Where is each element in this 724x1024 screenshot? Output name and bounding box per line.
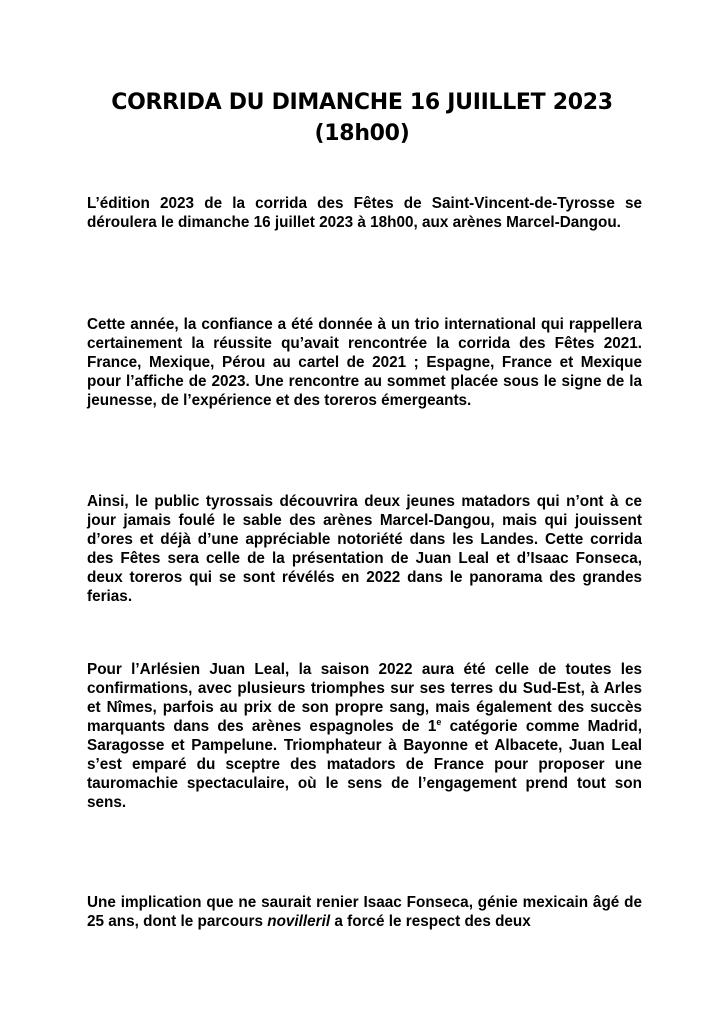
italic-term: novilleril xyxy=(267,913,331,930)
paragraph-5 xyxy=(87,893,642,931)
document-title xyxy=(0,87,724,149)
paragraph-3: Ainsi, le public tyrossais découvrira deux jeunes matadors qui n’ont à ce jour jamais foulé le sable des arènes Marcel-Dangou, mais qui jouissent d’ores et déjà d’une appréciable notoriété dans les Landes. Cette corrida des Fêtes sera celle de la présentation de Juan Leal et d’Isaac Fonseca, deux toreros qui se sont révélés en 2022 dans le panorama des grandes ferias. xyxy=(87,493,642,605)
paragraph-4 xyxy=(87,660,642,812)
paragraph-4-text-a: Pour l’Arlésien Juan Leal, la saison 2022 aura été celle de toutes les confirmations, avec plusieurs triomphes sur ses terres du Sud-Est, à Arles et Nîmes, parfois au prix de son propre sang, mais également des succès marquants dans des arènes espagnoles de 1 xyxy=(87,661,642,735)
paragraph-2: Cette année, la confiance a été donnée à un trio international qui rappellera certainement la réussite qu’avait rencontrée la corrida des Fêtes 2021. France, Mexique, Pérou au cartel de 2021 ; Espagne, France et Mexique pour l’affiche de 2023. Une rencontre au sommet placée sous le signe de la jeunesse, de l’expérience et des toreros émergeants. xyxy=(87,316,642,409)
title-line-1: CORRIDA DU DIMANCHE 16 JUIILLET 2023 xyxy=(111,90,613,115)
title-line-2: (18h00) xyxy=(314,121,410,146)
paragraph-4-text-b: catégorie comme Madrid, Saragosse et Pampelune. Triomphateur à Bayonne et Albacete, Juan Leal s’est emparé du sceptre des matadors de France pour proposer une tauromachie spectaculaire, où le sens de l’engagement prend tout son sens. xyxy=(87,718,642,811)
ordinal-superscript: e xyxy=(436,716,442,727)
paragraph-5-text-b: a forcé le respect des deux xyxy=(330,913,531,930)
paragraph-5-text-a: Une implication que ne saurait renier Isaac Fonseca, génie mexicain âgé de 25 ans, dont le parcours xyxy=(87,894,642,930)
paragraph-1: L’édition 2023 de la corrida des Fêtes de Saint-Vincent-de-Tyrosse se déroulera le dimanche 16 juillet 2023 à 18h00, aux arènes Marcel-Dangou. xyxy=(87,195,642,231)
